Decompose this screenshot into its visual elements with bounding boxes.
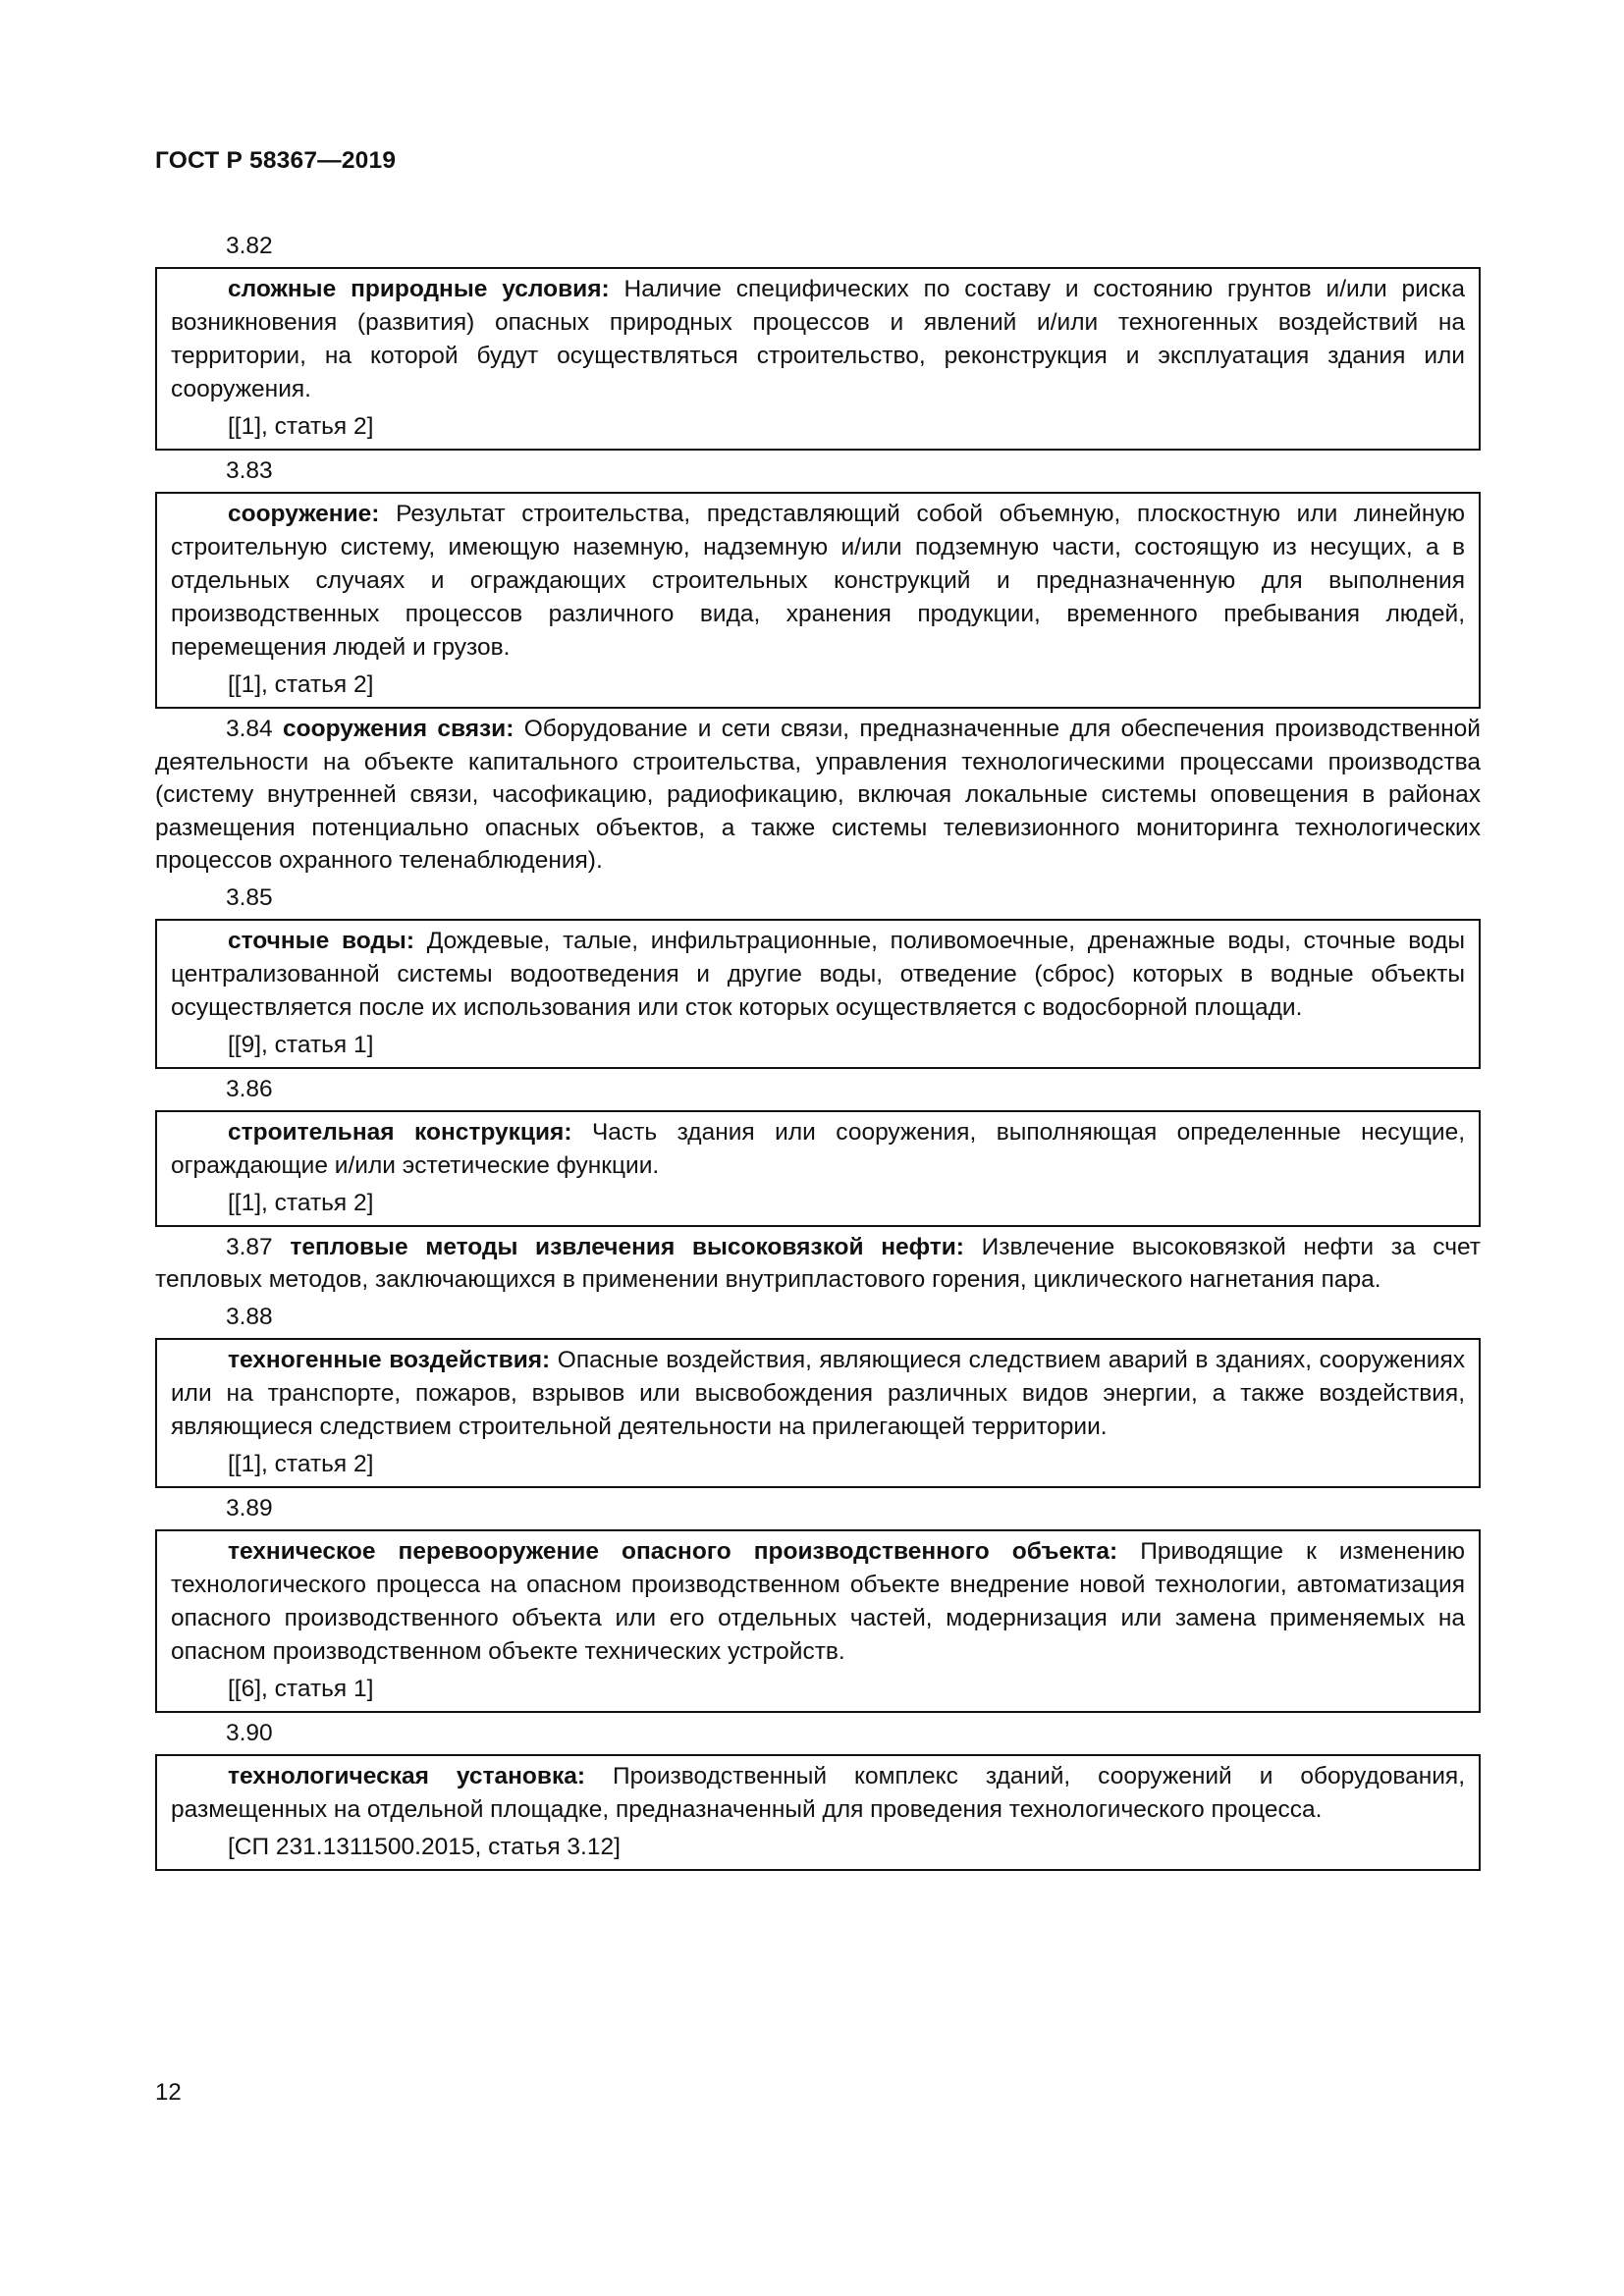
definition-text: Приводящие к изменению технологического процесса на опасном производственном объекте внедрение новой технологии, автоматизация опасного производственного объекта или его отдельных частей, модернизация или замена применяемых на опасном производственном объекте технических устройств.	[171, 1537, 1466, 1665]
term-title: сложные природные условия:	[228, 276, 610, 302]
term-box	[155, 1754, 1481, 1871]
definition-text: Производственный комплекс зданий, сооружений и оборудования, размещенных на отдельной площадке, предназначенный для проведения технологического процесса.	[171, 1762, 1465, 1823]
term-number: 3.82	[226, 233, 273, 259]
term-title: тепловые методы извлечения высоковязкой нефти:	[290, 1233, 964, 1260]
document-header: ГОСТ Р 58367—2019	[155, 147, 397, 174]
term-number: 3.87	[226, 1233, 273, 1260]
term-definition	[171, 1116, 1465, 1183]
term-number: 3.89	[226, 1494, 273, 1522]
term-box	[155, 1338, 1481, 1488]
term-box	[155, 1529, 1481, 1713]
term-number: 3.90	[226, 1719, 273, 1746]
term-number: 3.85	[226, 883, 273, 911]
term-box	[155, 919, 1481, 1069]
term-title: техногенные воздействия:	[228, 1346, 551, 1373]
definition-text: Часть здания или сооружения, выполняющая определенные несущие, ограждающие и/или эстетические функции.	[171, 1118, 1465, 1179]
term-number: 3.88	[226, 1303, 273, 1330]
term-definition	[171, 273, 1465, 406]
term-title: сооружение:	[228, 501, 380, 527]
term-definition	[171, 498, 1465, 665]
term-title: сточные воды:	[228, 927, 415, 954]
term-number: 3.86	[226, 1075, 273, 1102]
term-source: [[1], статья 2]	[228, 671, 374, 698]
page-number: 12	[155, 2079, 182, 2106]
definition-text: Опасные воздействия, являющиеся следствием аварий в зданиях, сооружениях или на транспорте, пожаров, взрывов или высвобождения различных видов энергии, а также воздействия, являющиеся следствием строительной деятельности на прилегающей территории.	[171, 1346, 1465, 1440]
term-source: [СП 231.1311500.2015, статья 3.12]	[228, 1833, 621, 1860]
term-definition	[171, 1535, 1465, 1669]
term-box	[155, 1110, 1481, 1227]
term-title: строительная конструкция:	[228, 1118, 572, 1146]
term-number: 3.84	[226, 716, 273, 742]
term-paragraph	[155, 1231, 1481, 1297]
term-title: сооружения связи:	[283, 716, 514, 742]
term-number: 3.83	[226, 457, 273, 484]
definition-text: Дождевые, талые, инфильтрационные, поливомоечные, дренажные воды, сточные воды централизованной системы водоотведения и другие воды, отведение (сброс) которых в водные объекты осуществляется после их использования или сток которых осуществляется с водосборной площади.	[171, 927, 1465, 1021]
term-definition	[171, 1760, 1465, 1827]
definition-text: Результат строительства, представляющий собой объемную, плоскостную или линейную строительную систему, имеющую наземную, надземную и/или подземную части, состоящую из несущих, а в отдельных случаях и ограждающих строительных конструкций и предназначенную для выполнения производственных процессов различного вида, хранения продукции, временного пребывания людей, перемещения людей и грузов.	[171, 501, 1465, 661]
term-definition	[171, 1344, 1465, 1444]
term-definition	[171, 925, 1465, 1025]
term-source: [[9], статья 1]	[228, 1031, 374, 1058]
term-source: [[6], статья 1]	[228, 1675, 374, 1702]
term-source: [[1], статья 2]	[228, 1189, 374, 1216]
term-paragraph	[155, 713, 1481, 878]
term-box	[155, 267, 1481, 451]
definition-text: Оборудование и сети связи, предназначенные для обеспечения производственной деятельности на объекте капитального строительства, управления технологическими процессами производства (систему внутренней связи, часофикацию, радиофикацию, включая локальные системы оповещения в районах размещения потенциально опасных объектов, а также системы телевизионного мониторинга технологических процессов охранного теленаблюдения).	[155, 716, 1481, 874]
term-box	[155, 492, 1481, 709]
term-title: технологическая установка:	[228, 1762, 585, 1789]
definition-text: Извлечение высоковязкой нефти за счет тепловых методов, заключающихся в применении внутрипластового горения, циклического нагнетания пара.	[155, 1233, 1482, 1293]
terms-section	[155, 226, 1481, 1875]
term-title: техническое перевооружение опасного производственного объекта:	[228, 1537, 1118, 1565]
definition-text: Наличие специфических по составу и состоянию грунтов и/или риска возникновения (развития) опасных природных процессов и явлений и/или техногенных воздействий на территории, на которой будут осуществляться строительство, реконструкция и эксплуатация здания или сооружения.	[171, 276, 1465, 402]
term-source: [[1], статья 2]	[228, 1450, 374, 1477]
term-source: [[1], статья 2]	[228, 413, 374, 440]
